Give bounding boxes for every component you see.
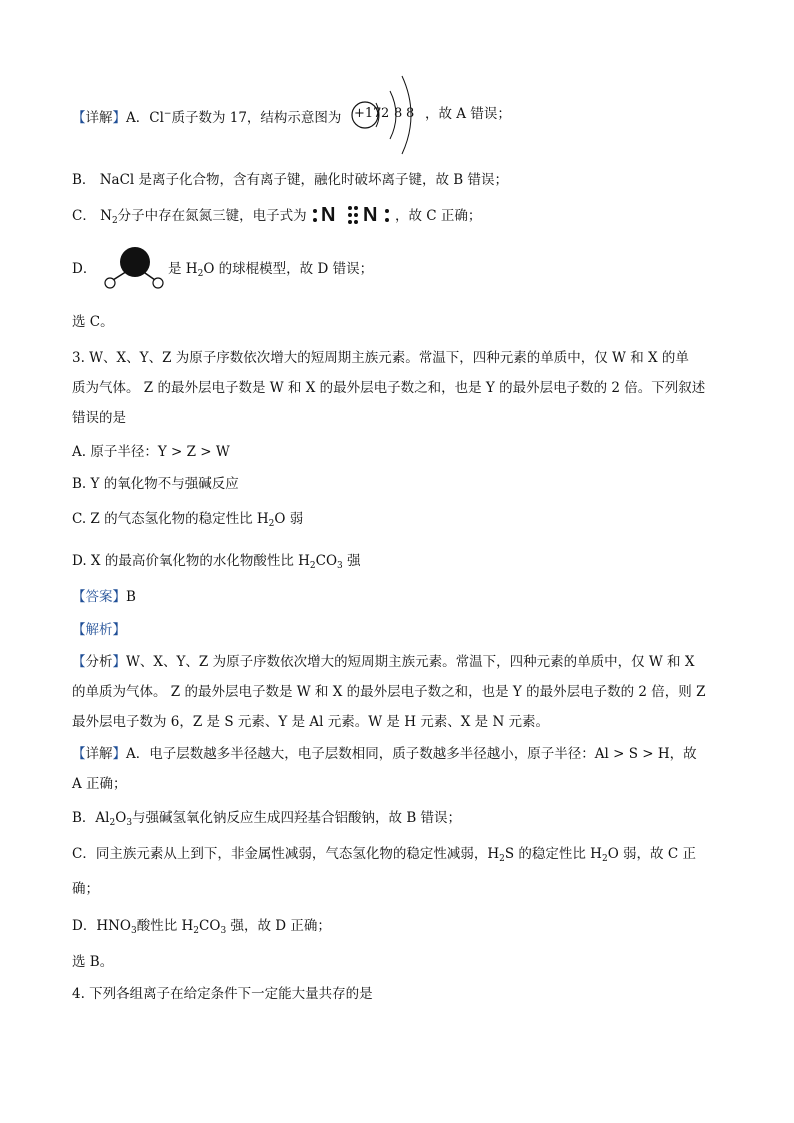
explain-d-text: 是 $H_2O$ 的球棍模型，故 D 错误； xyxy=(168,261,374,279)
q3-option-b: B. Y 的氧化物不与强碱反应 xyxy=(72,476,239,492)
detail2-c: C．同主族元素从上到下，非金属性减弱，气态氢化物的稳定性减弱，$H_2S$ 的稳定性比 $H_2O$ 弱，故 C 正 xyxy=(72,846,696,864)
q3-option-c: C. Z 的气态氢化物的稳定性比 $H_2O$ 弱 xyxy=(72,511,304,529)
explain-a-line: 【详解】A．Cl−质子数为 17，结构示意图为 xyxy=(72,109,342,126)
q3-option-d: D. X 的最高价氧化物的水化物酸性比 $H_2CO_3$ 强 xyxy=(72,553,361,571)
detail2-line-1: 【详解】A．电子层数越多半径越大，电子层数相同，质子数越多半径越小，原子半径：Al > S > H，故 xyxy=(72,746,697,762)
water-ball-stick-model xyxy=(98,244,168,292)
hydrogen-atom-1 xyxy=(105,278,115,288)
analysis-line-1: 【分析】W、X、Y、Z 为原子序数依次增大的短周期主族元素。常温下，四种元素的单质中，仅 W 和 X xyxy=(72,654,695,670)
answer-line: 【答案】B xyxy=(72,589,136,605)
q4-stem: 4. 下列各组离子在给定条件下一定能大量共存的是 xyxy=(72,986,373,1002)
answer-value: B xyxy=(126,589,136,605)
explain-d-pre: D． xyxy=(72,261,97,277)
shell-electrons-3: 8 xyxy=(406,106,415,121)
q3-option-a: A. 原子半径：Y > Z > W xyxy=(72,444,230,460)
oxygen-atom xyxy=(120,247,150,277)
n2-electron-formula xyxy=(312,203,402,229)
detail2-d: D．$HNO_3$酸性比 $H_2CO_3$ 强，故 D 正确； xyxy=(72,918,331,936)
analysis-line-2: 的单质为气体。 Z 的最外层电子数是 W 和 X 的最外层电子数之和，也是 Y 的最外层电子数的 2 倍，则 Z xyxy=(72,684,706,700)
analysis-heading: 【解析】 xyxy=(72,622,126,638)
detail2-line-2: A 正确； xyxy=(72,776,127,792)
q3-line-3: 错误的是 xyxy=(72,410,126,426)
nitrogen-symbol-1: N xyxy=(321,204,336,226)
q3-line-2: 质为气体。 Z 的最外层电子数是 W 和 X 的最外层电子数之和，也是 Y 的最外层电子数的 2 倍。下列叙述 xyxy=(72,380,706,396)
select-c: 选 C。 xyxy=(72,314,114,330)
explain-c-line: C． $N_2$分子中存在氮氮三键，电子式为 xyxy=(72,208,307,226)
detail2-c-line-2: 确； xyxy=(72,881,99,897)
q3-line-1: 3. W、X、Y、Z 为原子序数依次增大的短周期主族元素。常温下，四种元素的单质中，仅 W 和 X 的单 xyxy=(72,350,689,366)
explain-b: B． NaCl 是离子化合物，含有离子键，融化时破坏离子键，故 B 错误； xyxy=(72,172,509,188)
answer-tag: 答案 xyxy=(85,589,113,605)
explain-c-post: ，故 C 正确； xyxy=(395,208,482,224)
detail-tag: 详解 xyxy=(85,110,113,126)
hydrogen-atom-2 xyxy=(153,278,163,288)
analysis-line-3: 最外层电子数为 6，Z 是 S 元素、Y 是 Al 元素。W 是 H 元素、X 是 N 元素。 xyxy=(72,714,550,730)
chloride-structure-diagram xyxy=(346,70,426,160)
detail2-b: B．$Al_2O_3$与强碱氢氧化钠反应生成四羟基合铝酸钠，故 B 错误； xyxy=(72,810,462,828)
nitrogen-symbol-2: N xyxy=(363,204,378,226)
shell-electrons-1: 2 xyxy=(381,106,390,121)
select-b: 选 B。 xyxy=(72,954,114,970)
shell-electrons-2: 8 xyxy=(394,106,403,121)
nucleus-label: +17 xyxy=(354,106,382,121)
explain-a-post: ，故 A 错误； xyxy=(425,106,511,122)
